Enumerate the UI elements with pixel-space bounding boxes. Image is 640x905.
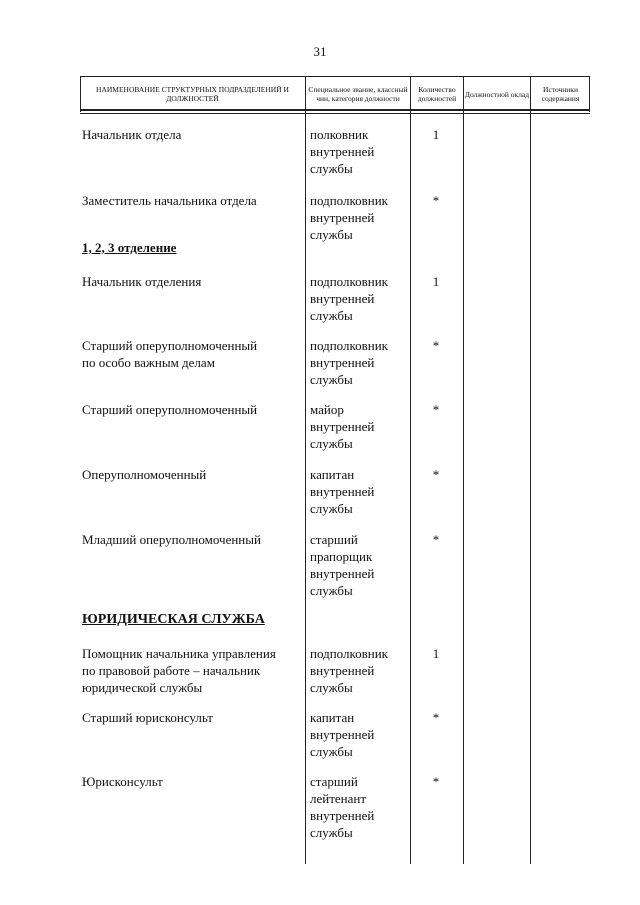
position-name: Юрисконсульт [82,774,163,789]
position-rank: подполковник внутренней службы [310,274,388,323]
position-name: Начальник отделения [82,274,202,289]
position-count: 1 [432,274,440,289]
position-count: 1 [432,127,440,142]
column-divider [589,76,590,112]
header-top-rule [80,76,590,77]
header-bottom-rule [80,109,590,111]
position-rank: старший лейтенант внутренней службы [310,774,375,840]
position-rank: подполковник внутренней службы [310,193,388,242]
position-count: * [432,532,440,547]
position-rank: капитан внутренней службы [310,710,375,759]
position-rank: майор внутренней службы [310,402,375,451]
position-rank: подполковник внутренней службы [310,646,388,695]
column-divider [463,76,464,864]
position-rank: полковник внутренней службы [310,127,375,176]
section-heading: 1, 2, 3 отделение [82,240,177,255]
column-divider [305,76,306,864]
position-count: 1 [432,646,440,661]
position-name: Младший оперуполномоченный [82,532,261,547]
position-rank: капитан внутренней службы [310,467,375,516]
position-name: Помощник начальника управления по правовой работе – начальник юридической службы [82,646,276,695]
position-count: * [432,774,440,789]
position-rank: подполковник внутренней службы [310,338,388,387]
header-col-count: Количество должностей [417,85,457,103]
page-number: 31 [313,44,327,59]
position-name: Старший оперуполномоченный по особо важным делам [82,338,258,370]
position-name: Оперуполномоченный [82,467,207,482]
column-divider [80,76,81,112]
header-col-salary: Должностной оклад [464,89,530,99]
position-name: Старший оперуполномоченный [82,402,258,417]
position-name: Заместитель начальника отдела [82,193,257,208]
header-col-rank: Специальное звание, классный чин, категория должности [308,85,408,103]
position-name: Старший юрисконсульт [82,710,213,725]
section-heading: ЮРИДИЧЕСКАЯ СЛУЖБА [82,612,265,627]
column-divider [410,76,411,864]
position-count: * [432,710,440,725]
position-count: * [432,193,440,208]
header-bottom-rule-2 [80,113,590,114]
position-name: Начальник отдела [82,127,182,142]
column-divider [530,76,531,864]
position-count: * [432,467,440,482]
position-rank: старший прапорщик внутренней службы [310,532,375,598]
position-count: * [432,402,440,417]
header-col-name: НАИМЕНОВАНИЕ СТРУКТУРНЫХ ПОДРАЗДЕЛЕНИЙ И ДОЛЖНОСТЕЙ [96,85,289,103]
position-count: * [432,338,440,353]
header-col-source: Источники содержания [541,85,580,103]
